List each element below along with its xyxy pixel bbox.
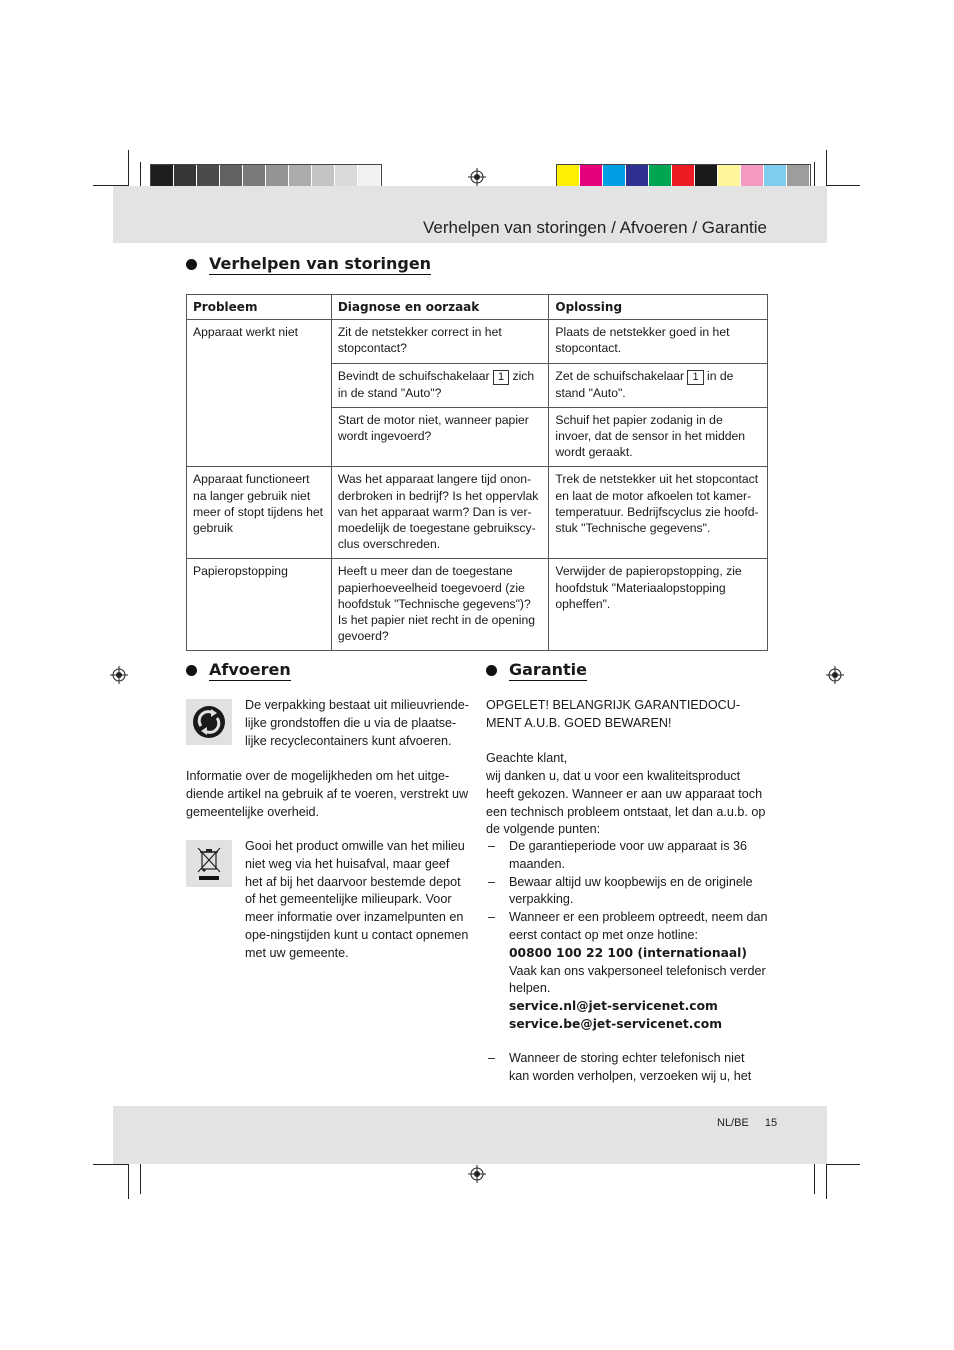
solution-cell: Plaats de netstekker goed in het stopcontact. <box>549 320 768 363</box>
color-swatch <box>787 165 810 188</box>
color-swatch <box>358 165 381 188</box>
hotline-number[interactable]: 00800 100 22 100 (internationaal) <box>509 945 748 960</box>
footer-band <box>113 1106 827 1164</box>
warranty-greeting: Geachte klant, <box>486 751 568 765</box>
diagnosis-cell: Bevindt de schuifschakelaar 1 zich in de stand "Auto"? <box>331 363 549 407</box>
diagnosis-cell: Start de motor niet, wanneer papier wordt ingevoerd? <box>331 407 549 467</box>
color-swatch <box>741 165 764 188</box>
bullet-icon <box>186 665 197 676</box>
warranty-warning: OPGELET! BELANGRIJK GARANTIEDOCU-MENT A.U.B. GOED BEWAREN! <box>486 698 741 730</box>
page-number: 15 <box>764 1117 778 1129</box>
hotline-note: Vaak kan ons vakpersoneel telefonisch verder helpen. <box>509 963 766 996</box>
problem-cell: Apparaat werkt niet <box>187 320 332 467</box>
troubleshooting-table <box>186 294 768 651</box>
email-link-be[interactable]: service.be@jet-servicenet.com <box>509 1016 723 1031</box>
column-header: Probleem <box>187 295 332 320</box>
color-swatch <box>557 165 580 188</box>
table-header-row <box>187 295 768 320</box>
list-item: – De garantieperiode voor uw apparaat is 36 maanden. <box>486 838 768 874</box>
color-swatch <box>220 165 243 188</box>
color-swatch <box>197 165 220 188</box>
warranty-list-continued <box>486 1050 768 1086</box>
disposal-packaging-text: De verpakking bestaat uit milieuvriende-lijke grondstoffen die u via de plaatse-lijke recyclecontainers kunt afvoeren. <box>245 698 470 748</box>
color-swatch <box>580 165 603 188</box>
color-swatch <box>695 165 718 188</box>
column-header: Oplossing <box>549 295 768 320</box>
locale-label: NL/BE <box>717 1117 749 1129</box>
solution-cell: Verwijder de papieropstopping, zie hoofdstuk "Materiaalopstopping opheffen". <box>549 559 768 651</box>
color-swatch <box>718 165 741 188</box>
problem-cell: Apparaat functioneert na langer gebruik niet meer of stopt tijdens het gebruik <box>187 467 332 559</box>
disposal-info-text: Informatie over de mogelijkheden om het uitge-diende artikel na gebruik af te voeren, verstrekt uw gemeentelijke overheid. <box>186 769 469 819</box>
color-swatch <box>626 165 649 188</box>
solution-cell: Trek de netstekker uit het stopcontact en laat de motor afkoelen tot kamer-temperatuur. Bedrijfscyclus zie hoofd-stuk "Technische gegevens". <box>549 467 768 559</box>
solution-cell: Schuif het papier zodanig in de invoer, dat de sensor in het midden wordt geraakt. <box>549 407 768 467</box>
warranty-intro: wij danken u, dat u voor een kwaliteitsproduct heeft gekozen. Wanneer er aan uw apparaat toch een technisch probleem ontstaat, let dan a.u.b. op de volgende punten: <box>486 769 766 837</box>
table-row <box>187 320 768 363</box>
color-swatch <box>672 165 695 188</box>
color-swatch <box>764 165 787 188</box>
color-swatch <box>335 165 358 188</box>
solution-cell: Zet de schuifschakelaar 1 in de stand "Auto". <box>549 363 768 407</box>
diagnosis-cell: Was het apparaat langere tijd onon-derbroken in bedrijf? Is het oppervlak van het apparaat warm? Dan is ver-moedelijk de toegestane gebruikscy-clus overschreden. <box>331 467 549 559</box>
color-swatch <box>151 165 174 188</box>
disposal-product-text: Gooi het product omwille van het milieu niet weg via het huisafval, maar geef het af bij het daarvoor bestemde depot of het gemeentelijke milieupark. Voor meer informatie over inzamelpunten en ope-ningstijden kunt u contact opnemen met uw gemeente. <box>245 839 469 960</box>
troubleshooting-heading: Verhelpen van storingen <box>186 254 431 275</box>
color-swatch <box>266 165 289 188</box>
bullet-icon <box>486 665 497 676</box>
column-header: Diagnose en oorzaak <box>331 295 549 320</box>
disposal-heading: Afvoeren <box>186 660 291 681</box>
page-title: Verhelpen van storingen / Afvoeren / Garantie <box>422 218 767 237</box>
registration-mark-icon <box>826 666 844 684</box>
color-swatch <box>243 165 266 188</box>
email-link-nl[interactable]: service.nl@jet-servicenet.com <box>509 999 718 1014</box>
color-swatch <box>289 165 312 188</box>
crossed-out-wheelie-bin-icon <box>186 840 232 887</box>
bullet-icon <box>186 259 197 270</box>
recycling-green-dot-icon <box>186 699 232 745</box>
diagnosis-cell: Heeft u meer dan de toegestane papierhoeveelheid toegevoerd (zie hoofdstuk "Technische gegevens")? Is het papier niet recht in de opening gevoerd? <box>331 559 549 651</box>
list-item: – Wanneer de storing echter telefonisch niet kan worden verholpen, verzoeken wij u, het <box>486 1050 768 1086</box>
table-row <box>187 467 768 559</box>
registration-mark-icon <box>468 1165 486 1183</box>
color-swatch <box>312 165 335 188</box>
color-swatch <box>174 165 197 188</box>
diagnosis-cell: Zit de netstekker correct in het stopcontact? <box>331 320 549 363</box>
warranty-list <box>486 838 768 1034</box>
table-row <box>187 559 768 651</box>
color-swatch <box>649 165 672 188</box>
list-item: – Bewaar altijd uw koopbewijs en de originele verpakking. <box>486 874 768 910</box>
list-item: – Wanneer er een probleem optreedt, neem dan eerst contact op met onze hotline: 00800 100 22 100 (internationaal) Vaak kan ons vakpersoneel telefonisch verder helpen. service.nl@jet-servicenet.com service.be@jet-servicenet.com <box>486 909 768 1034</box>
switch-reference-number: 1 <box>493 370 509 385</box>
registration-mark-icon <box>468 168 486 186</box>
problem-cell: Papieropstopping <box>187 559 332 651</box>
page-footer <box>717 1117 777 1129</box>
warranty-heading: Garantie <box>486 660 587 681</box>
switch-reference-number: 1 <box>687 370 703 385</box>
color-swatch <box>603 165 626 188</box>
registration-mark-icon <box>110 666 128 684</box>
